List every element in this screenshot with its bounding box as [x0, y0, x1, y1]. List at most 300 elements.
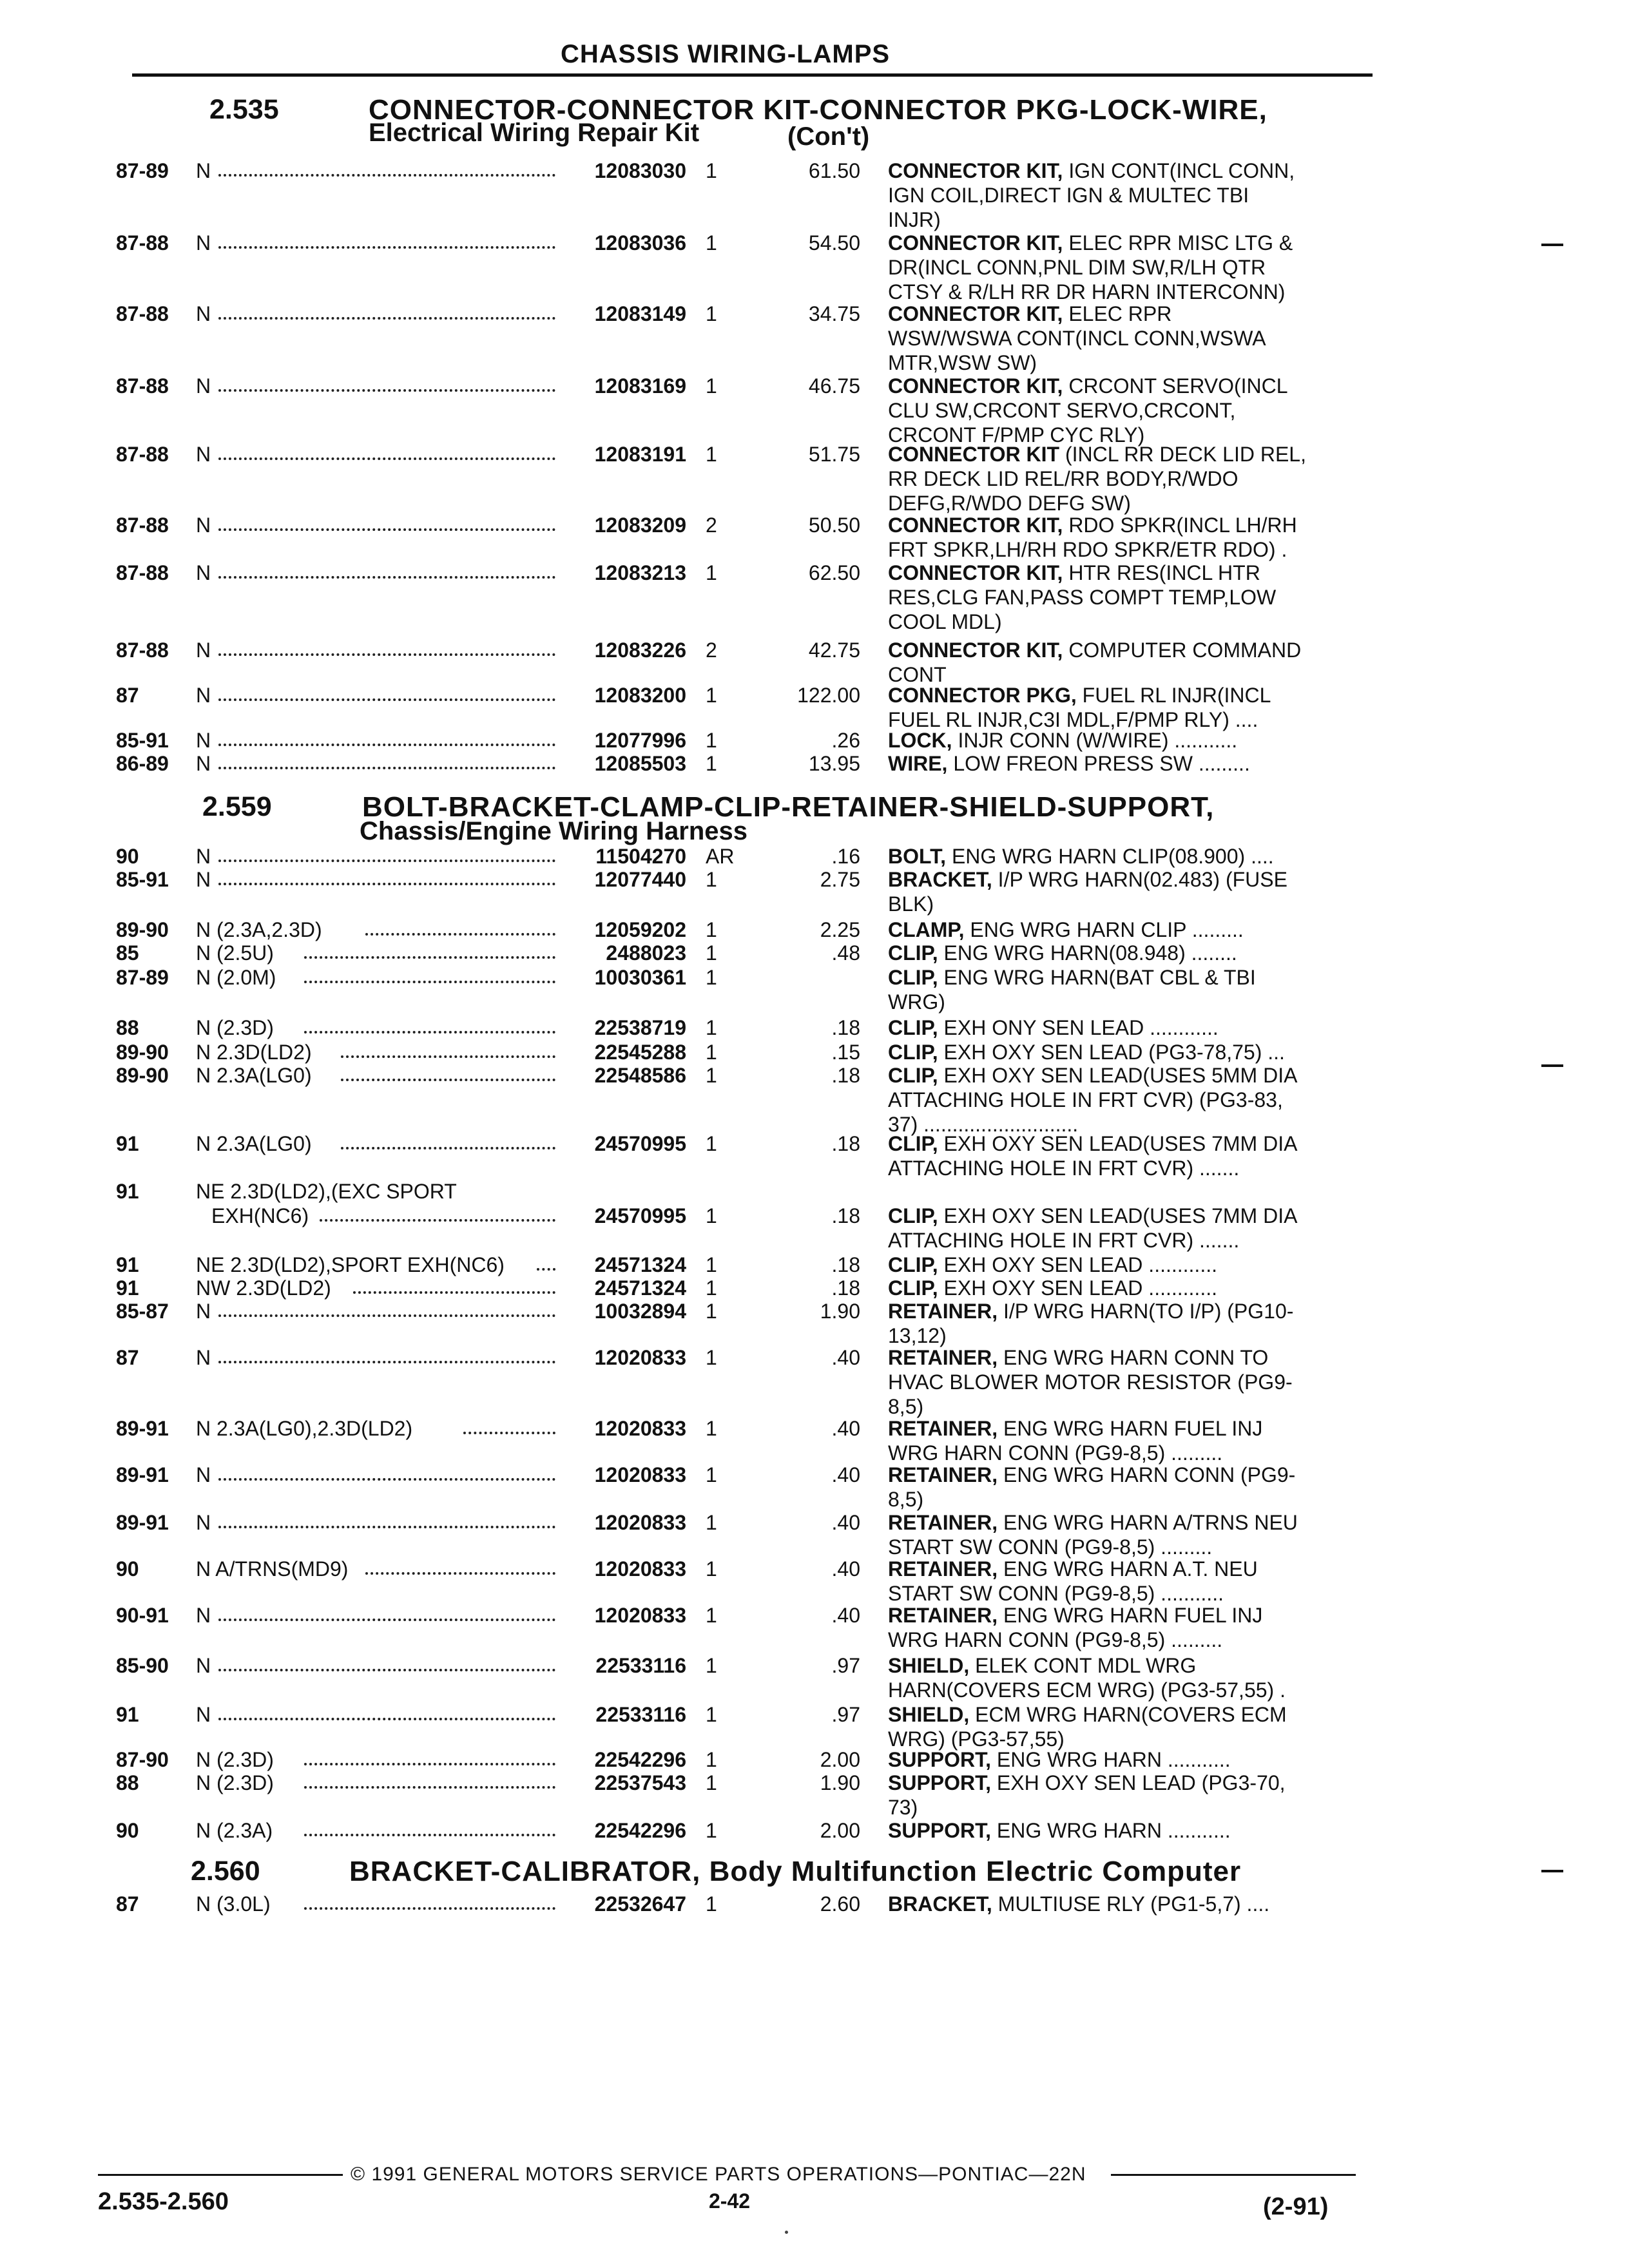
part-number: 24570995 — [594, 1204, 686, 1227]
usage-code: NE 2.3D(LD2),SPORT EXH(NC6) — [196, 1253, 505, 1276]
part-number: 22532647 — [594, 1892, 686, 1916]
usage-code: N 2.3A(LG0) — [196, 1064, 312, 1087]
price: .40 — [831, 1346, 860, 1369]
price: 1.90 — [820, 1300, 860, 1323]
part-detail: HTR RES(INCL HTR RES,CLG FAN,PASS COMPT TEMP,LOW COOL MDL) — [888, 561, 1277, 633]
model-year: 87 — [116, 1892, 139, 1916]
part-name: SHIELD, — [888, 1654, 970, 1677]
model-year: 90 — [116, 845, 139, 868]
part-description — [888, 1253, 1358, 1277]
price: .18 — [831, 1204, 860, 1227]
part-name: CONNECTOR PKG, — [888, 684, 1077, 707]
part-detail: CRCONT SERVO(INCL CLU SW,CRCONT SERVO,CRCONT, CRCONT F/PMP CYC RLY) — [888, 374, 1288, 447]
model-year: 91 — [116, 1132, 139, 1155]
usage-code: N — [196, 752, 211, 775]
leader-dots — [218, 1314, 555, 1317]
part-detail: (INCL RR DECK LID REL, RR DECK LID REL/RR BODY,R/WDO DEFG,R/WDO DEFG SW) — [888, 443, 1306, 515]
part-detail: ENG WRG HARN CONN TO HVAC BLOWER MOTOR RESISTOR (PG9- 8,5) — [888, 1346, 1293, 1418]
part-number: 12020833 — [594, 1557, 686, 1581]
leader-dots — [304, 1907, 555, 1910]
part-number: 12059202 — [594, 918, 686, 941]
model-year: 85 — [116, 941, 139, 965]
part-name: CLIP, — [888, 1253, 938, 1276]
model-year: 89-90 — [116, 918, 169, 941]
footer-range: 2.535-2.560 — [98, 2188, 229, 2215]
quantity: 1 — [706, 752, 717, 775]
section-title: CONNECTOR-CONNECTOR KIT-CONNECTOR PKG-LOCK-WIRE, — [369, 94, 1268, 126]
quantity: 1 — [706, 1346, 717, 1369]
part-detail: ENG WRG HARN ........... — [991, 1748, 1231, 1771]
model-year: 91 — [116, 1180, 139, 1203]
usage-code: N (3.0L) — [196, 1892, 271, 1916]
quantity: 1 — [706, 231, 717, 255]
part-number: 12020833 — [594, 1463, 686, 1486]
model-year: 87-88 — [116, 374, 169, 398]
usage-code: N — [196, 1463, 211, 1486]
model-year: 89-90 — [116, 1064, 169, 1087]
part-name: CONNECTOR KIT, — [888, 639, 1063, 662]
part-number: 22533116 — [595, 1654, 686, 1677]
section-title: BRACKET-CALIBRATOR, Body Multifunction Electric Computer — [349, 1856, 1242, 1887]
leader-dots — [320, 1219, 555, 1222]
part-name: RETAINER, — [888, 1557, 998, 1581]
model-year: 85-91 — [116, 729, 169, 752]
usage-code: NE 2.3D(LD2),(EXC SPORT — [196, 1180, 457, 1203]
usage-code: N 2.3D(LD2) — [196, 1041, 312, 1064]
part-number: 10030361 — [594, 966, 686, 989]
footer-date: (2-91) — [1263, 2193, 1329, 2220]
part-name: CONNECTOR KIT, — [888, 302, 1063, 325]
quantity: 1 — [706, 1819, 717, 1842]
price: .40 — [831, 1463, 860, 1486]
model-year: 87-89 — [116, 966, 169, 989]
part-detail: ELEK CONT MDL WRG HARN(COVERS ECM WRG) (PG3-57,55) . — [888, 1654, 1286, 1702]
part-detail: ENG WRG HARN A/TRNS NEU START SW CONN (PG9-8,5) ......... — [888, 1511, 1298, 1559]
part-number: 12083036 — [594, 231, 686, 255]
quantity: 1 — [706, 1132, 717, 1155]
margin-mark — [1541, 244, 1563, 246]
leader-dots — [218, 653, 555, 656]
leader-dots — [218, 1619, 555, 1621]
price: 2.25 — [820, 918, 860, 941]
part-number: 12083200 — [594, 684, 686, 707]
part-detail: ENG WRG HARN ........... — [991, 1819, 1231, 1842]
part-description — [888, 941, 1358, 965]
part-number: 12083030 — [594, 159, 686, 182]
quantity: 1 — [706, 1463, 717, 1486]
part-detail: RDO SPKR(INCL LH/RH FRT SPKR,LH/RH RDO SPKR/ETR RDO) . — [888, 514, 1297, 561]
quantity: 1 — [706, 966, 717, 989]
usage-code: N — [196, 1511, 211, 1534]
usage-code: N — [196, 561, 211, 584]
part-number: 12020833 — [594, 1346, 686, 1369]
part-name: LOCK, — [888, 729, 952, 752]
model-year: 89-90 — [116, 1041, 169, 1064]
part-description — [888, 1040, 1358, 1064]
part-description — [888, 751, 1358, 776]
part-number: 24570995 — [594, 1132, 686, 1155]
usage-code: N — [196, 845, 211, 868]
quantity: 1 — [706, 443, 717, 466]
model-year: 87-90 — [116, 1748, 169, 1771]
part-detail: ENG WRG HARN FUEL INJ WRG HARN CONN (PG9-8,5) ......... — [888, 1417, 1263, 1465]
part-description — [888, 302, 1358, 375]
leader-dots — [218, 1361, 555, 1363]
part-description — [888, 1510, 1358, 1559]
quantity: 1 — [706, 1204, 717, 1227]
part-description — [888, 1276, 1358, 1300]
footer-rule-left — [98, 2174, 343, 2176]
part-name: CONNECTOR KIT, — [888, 561, 1063, 584]
leader-dots — [537, 1268, 555, 1271]
leader-dots — [218, 246, 555, 249]
price: .16 — [831, 845, 860, 868]
model-year: 91 — [116, 1253, 139, 1276]
model-year: 87-88 — [116, 639, 169, 662]
quantity: 1 — [706, 1511, 717, 1534]
part-number: 12083226 — [594, 639, 686, 662]
part-description — [888, 638, 1358, 687]
part-description — [888, 1345, 1358, 1419]
quantity: AR — [706, 845, 735, 868]
price: .48 — [831, 941, 860, 965]
part-name: RETAINER, — [888, 1511, 998, 1534]
usage-code: N (2.3D) — [196, 1016, 274, 1039]
leader-dots — [218, 698, 555, 701]
quantity: 1 — [706, 684, 717, 707]
part-name: CLIP, — [888, 1016, 938, 1039]
usage-code: N — [196, 1300, 211, 1323]
part-number: 22545288 — [594, 1041, 686, 1064]
part-description — [888, 1204, 1358, 1253]
price: .40 — [831, 1604, 860, 1627]
part-detail: EXH ONY SEN LEAD ............ — [938, 1016, 1219, 1039]
part-detail: ENG WRG HARN CLIP(08.900) .... — [946, 845, 1274, 868]
quantity: 1 — [706, 1253, 717, 1276]
usage-code: N (2.3D) — [196, 1771, 274, 1794]
part-detail: MULTIUSE RLY (PG1-5,7) .... — [992, 1892, 1270, 1916]
part-description — [888, 728, 1358, 753]
model-year: 90 — [116, 1557, 139, 1581]
usage-code: N (2.3A) — [196, 1819, 273, 1842]
part-number: 10032894 — [594, 1300, 686, 1323]
header-rule — [132, 73, 1373, 77]
quantity: 1 — [706, 941, 717, 965]
part-detail: EXH OXY SEN LEAD (PG3-70, 73) — [888, 1771, 1286, 1819]
quantity: 1 — [706, 1892, 717, 1916]
price: 54.50 — [808, 231, 860, 255]
leader-dots — [218, 1478, 555, 1481]
part-name: CLIP, — [888, 1064, 938, 1087]
usage-code: N — [196, 1703, 211, 1726]
part-number: 12020833 — [594, 1417, 686, 1440]
section-number: 2.559 — [202, 791, 272, 822]
part-description — [888, 1416, 1358, 1465]
part-name: CLIP, — [888, 1204, 938, 1227]
leader-dots — [353, 1291, 555, 1294]
usage-code: N 2.3A(LG0) — [196, 1132, 312, 1155]
part-description — [888, 1299, 1358, 1348]
part-name: CLIP, — [888, 1041, 938, 1064]
part-description — [888, 918, 1358, 942]
model-year: 89-91 — [116, 1463, 169, 1486]
model-year: 87 — [116, 1346, 139, 1369]
price: 2.00 — [820, 1819, 860, 1842]
leader-dots — [341, 1147, 555, 1149]
leader-dots — [304, 956, 555, 959]
usage-code: N (2.3A,2.3D) — [196, 918, 322, 941]
model-year: 91 — [116, 1703, 139, 1726]
usage-code: N 2.3A(LG0),2.3D(LD2) — [196, 1417, 413, 1440]
quantity: 1 — [706, 1041, 717, 1064]
quantity: 1 — [706, 1417, 717, 1440]
part-description — [888, 1015, 1358, 1040]
part-description — [888, 844, 1358, 869]
part-description — [888, 1702, 1358, 1751]
part-name: WIRE, — [888, 752, 948, 775]
usage-code: N — [196, 868, 211, 891]
part-name: BOLT, — [888, 845, 947, 868]
leader-dots — [218, 389, 555, 392]
section-number: 2.535 — [209, 94, 279, 125]
part-number: 2488023 — [606, 941, 686, 965]
price: 2.60 — [820, 1892, 860, 1916]
part-description — [888, 231, 1358, 304]
leader-dots — [304, 1031, 555, 1033]
usage-code: N — [196, 374, 211, 398]
model-year: 87-88 — [116, 514, 169, 537]
part-name: CLIP, — [888, 1132, 938, 1155]
leader-dots — [304, 981, 555, 983]
part-description — [888, 374, 1358, 447]
part-detail: FUEL RL INJR(INCL FUEL RL INJR,C3I MDL,F/PMP RLY) .... — [888, 684, 1271, 731]
part-description — [888, 1131, 1358, 1180]
usage-code: N — [196, 1346, 211, 1369]
part-name: CLIP, — [888, 941, 938, 965]
part-number: 12077996 — [594, 729, 686, 752]
price: .18 — [831, 1064, 860, 1087]
model-year: 85-87 — [116, 1300, 169, 1323]
model-year: 87-89 — [116, 159, 169, 182]
part-number: 22533116 — [595, 1703, 686, 1726]
part-description — [888, 1603, 1358, 1652]
part-number: 12083169 — [594, 374, 686, 398]
leader-dots — [218, 174, 555, 177]
usage-code: N (2.0M) — [196, 966, 276, 989]
leader-dots — [218, 883, 555, 885]
part-detail: ELEC RPR MISC LTG & DR(INCL CONN,PNL DIM SW,R/LH QTR CTSY & R/LH RR DR HARN INTERCONN) — [888, 231, 1293, 303]
usage-code: N (2.5U) — [196, 941, 274, 965]
part-name: SUPPORT, — [888, 1819, 992, 1842]
quantity: 1 — [706, 159, 717, 182]
page-title: CHASSIS WIRING-LAMPS — [561, 40, 891, 68]
model-year: 85-91 — [116, 868, 169, 891]
model-year: 90-91 — [116, 1604, 169, 1627]
part-number: 22542296 — [594, 1748, 686, 1771]
footer-rule-right — [1111, 2174, 1356, 2176]
part-description — [888, 561, 1358, 634]
usage-code: N — [196, 443, 211, 466]
quantity: 1 — [706, 1557, 717, 1581]
part-detail: EXH OXY SEN LEAD(USES 7MM DIA ATTACHING HOLE IN FRT CVR) ....... — [888, 1132, 1298, 1180]
part-number: 12020833 — [594, 1511, 686, 1534]
quantity: 1 — [706, 1771, 717, 1794]
leader-dots — [218, 576, 555, 579]
model-year: 90 — [116, 1819, 139, 1842]
quantity: 1 — [706, 1064, 717, 1087]
part-name: RETAINER, — [888, 1463, 998, 1486]
part-description — [888, 965, 1358, 1014]
price: .40 — [831, 1417, 860, 1440]
usage-code-cont: EXH(NC6) — [211, 1204, 309, 1227]
model-year: 89-91 — [116, 1511, 169, 1534]
leader-dots — [218, 1526, 555, 1528]
quantity: 1 — [706, 918, 717, 941]
footer-copyright: © 1991 GENERAL MOTORS SERVICE PARTS OPERATIONS—PONTIAC—22N — [351, 2164, 1086, 2185]
part-detail: ENG WRG HARN FUEL INJ WRG HARN CONN (PG9-8,5) ......... — [888, 1604, 1263, 1651]
section-number: 2.560 — [191, 1856, 260, 1887]
quantity: 1 — [706, 729, 717, 752]
price: 2.75 — [820, 868, 860, 891]
part-description — [888, 1063, 1358, 1137]
usage-code: N — [196, 1654, 211, 1677]
model-year: 87 — [116, 684, 139, 707]
model-year: 87-88 — [116, 302, 169, 325]
part-detail: ENG WRG HARN CLIP ......... — [964, 918, 1244, 941]
part-name: CLAMP, — [888, 918, 965, 941]
part-name: SHIELD, — [888, 1703, 970, 1726]
price: 2.00 — [820, 1748, 860, 1771]
model-year: 87-88 — [116, 231, 169, 255]
scan-speck — [785, 2231, 788, 2234]
leader-dots — [463, 1432, 555, 1434]
part-description — [888, 1771, 1358, 1820]
price: 62.50 — [808, 561, 860, 584]
price: .40 — [831, 1557, 860, 1581]
part-detail: I/P WRG HARN(TO I/P) (PG10- 13,12) — [888, 1300, 1294, 1347]
usage-code: N — [196, 159, 211, 182]
quantity: 2 — [706, 514, 717, 537]
part-name: BRACKET, — [888, 1892, 992, 1916]
part-number: 12020833 — [594, 1604, 686, 1627]
part-name: CONNECTOR KIT, — [888, 514, 1063, 537]
price: 61.50 — [808, 159, 860, 182]
leader-dots — [341, 1079, 555, 1081]
part-number: 12083209 — [594, 514, 686, 537]
part-number: 24571324 — [594, 1276, 686, 1300]
part-number: 11504270 — [595, 845, 686, 868]
quantity: 1 — [706, 1604, 717, 1627]
part-number: 12085503 — [594, 752, 686, 775]
price: .18 — [831, 1276, 860, 1300]
quantity: 2 — [706, 639, 717, 662]
model-year: 89-91 — [116, 1417, 169, 1440]
leader-dots — [218, 457, 555, 460]
section-continued: (Con't) — [787, 122, 870, 151]
leader-dots — [218, 744, 555, 746]
leader-dots — [218, 1669, 555, 1671]
price: 13.95 — [808, 752, 860, 775]
usage-code: NW 2.3D(LD2) — [196, 1276, 331, 1300]
part-detail: EXH OXY SEN LEAD ............ — [938, 1276, 1217, 1300]
part-detail: LOW FREON PRESS SW ......... — [947, 752, 1250, 775]
price: 46.75 — [808, 374, 860, 398]
part-name: CLIP, — [888, 1276, 938, 1300]
price: 1.90 — [820, 1771, 860, 1794]
section-subtitle: Electrical Wiring Repair Kit — [369, 119, 700, 147]
usage-code: N — [196, 729, 211, 752]
part-detail: EXH OXY SEN LEAD ............ — [938, 1253, 1217, 1276]
price: .97 — [831, 1654, 860, 1677]
part-detail: ENG WRG HARN CONN (PG9- 8,5) — [888, 1463, 1296, 1511]
usage-code: N — [196, 684, 211, 707]
leader-dots — [218, 767, 555, 769]
price: .40 — [831, 1511, 860, 1534]
part-name: SUPPORT, — [888, 1771, 992, 1794]
part-number: 22542296 — [594, 1819, 686, 1842]
part-name: BRACKET, — [888, 868, 992, 891]
part-name: RETAINER, — [888, 1346, 998, 1369]
model-year: 88 — [116, 1016, 139, 1039]
usage-code: N (2.3D) — [196, 1748, 274, 1771]
part-detail: IGN CONT(INCL CONN, IGN COIL,DIRECT IGN & MULTEC TBI INJR) — [888, 159, 1295, 231]
part-name: CLIP, — [888, 966, 938, 989]
section-subtitle: Chassis/Engine Wiring Harness — [360, 817, 748, 845]
price: 34.75 — [808, 302, 860, 325]
quantity: 1 — [706, 374, 717, 398]
usage-code: N A/TRNS(MD9) — [196, 1557, 349, 1581]
model-year: 85-90 — [116, 1654, 169, 1677]
part-description — [888, 1818, 1358, 1843]
price: .97 — [831, 1703, 860, 1726]
leader-dots — [218, 860, 555, 862]
quantity: 1 — [706, 1703, 717, 1726]
part-description — [888, 442, 1358, 515]
part-name: RETAINER, — [888, 1604, 998, 1627]
part-detail: EXH OXY SEN LEAD(USES 5MM DIA ATTACHING HOLE IN FRT CVR) (PG3-83, 37) ........................... — [888, 1064, 1298, 1136]
part-name: RETAINER, — [888, 1417, 998, 1440]
part-number: 12083213 — [594, 561, 686, 584]
part-detail: EXH OXY SEN LEAD (PG3-78,75) ... — [938, 1041, 1285, 1064]
part-detail: ENG WRG HARN(BAT CBL & TBI WRG) — [888, 966, 1256, 1014]
price: .18 — [831, 1016, 860, 1039]
price: .15 — [831, 1041, 860, 1064]
part-number: 12083149 — [594, 302, 686, 325]
usage-code: N — [196, 639, 211, 662]
part-detail: ENG WRG HARN(08.948) ........ — [938, 941, 1237, 965]
usage-code: N — [196, 231, 211, 255]
leader-dots — [304, 1786, 555, 1789]
part-name: SUPPORT, — [888, 1748, 992, 1771]
part-name: CONNECTOR KIT — [888, 443, 1060, 466]
leader-dots — [341, 1055, 555, 1058]
price: 51.75 — [808, 443, 860, 466]
usage-code: N — [196, 1604, 211, 1627]
part-name: CONNECTOR KIT, — [888, 159, 1063, 182]
price: 42.75 — [808, 639, 860, 662]
section-title: BOLT-BRACKET-CLAMP-CLIP-RETAINER-SHIELD-SUPPORT, — [362, 791, 1215, 823]
part-detail: ECM WRG HARN(COVERS ECM WRG) (PG3-57,55) — [888, 1703, 1287, 1751]
leader-dots — [365, 933, 555, 936]
part-number: 22538719 — [594, 1016, 686, 1039]
part-name: CONNECTOR KIT, — [888, 374, 1063, 398]
part-detail: COMPUTER COMMAND CONT — [888, 639, 1302, 686]
quantity: 1 — [706, 1748, 717, 1771]
quantity: 1 — [706, 1654, 717, 1677]
quantity: 1 — [706, 302, 717, 325]
part-description — [888, 1892, 1358, 1916]
model-year: 87-88 — [116, 443, 169, 466]
